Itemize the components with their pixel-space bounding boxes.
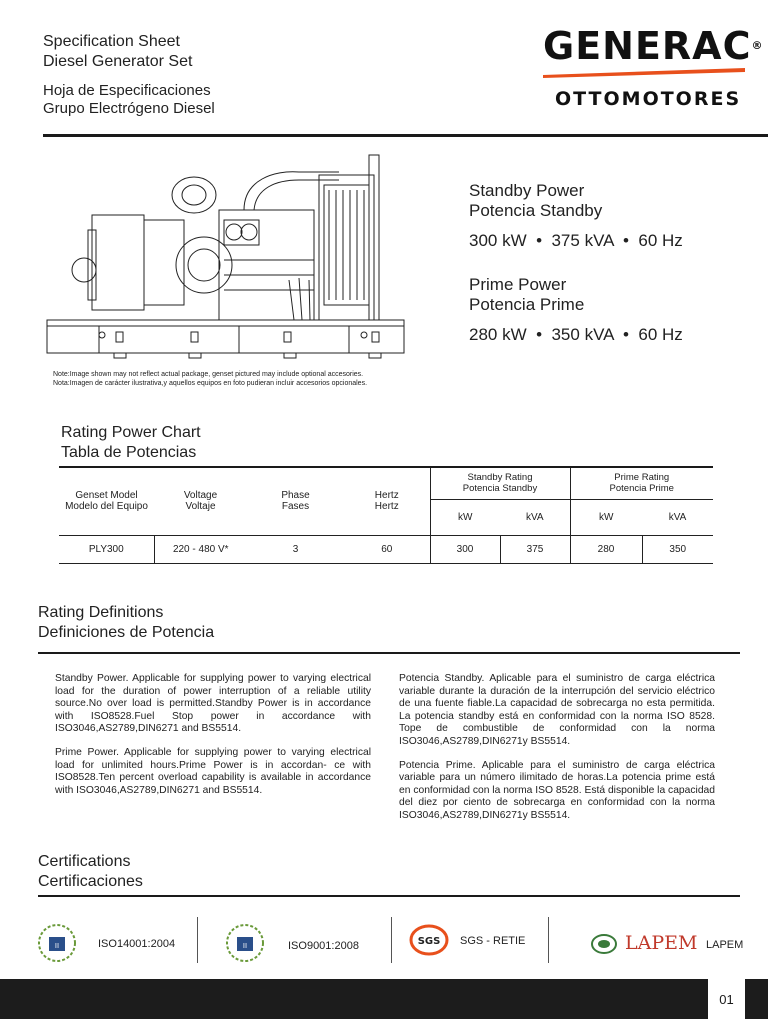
certifications-title-es: Certificaciones	[38, 873, 143, 890]
title-hoja-especificaciones: Hoja de Especificaciones	[43, 82, 211, 99]
page-number: 01	[708, 979, 745, 1019]
header-prime-kva: kVA	[642, 499, 713, 535]
footer-bar-right	[745, 979, 768, 1019]
header-prime-kw: kW	[570, 499, 642, 535]
cell-prime-kva: 350	[642, 535, 713, 563]
rating-power-table	[59, 468, 713, 564]
definitions-title-en: Rating Definitions	[38, 604, 164, 621]
header-voltage: Voltage Voltaje	[154, 468, 247, 535]
prime-power-values: 280 kW • 350 kVA • 60 Hz	[469, 325, 683, 344]
title-grupo-electrogeno: Grupo Electrógeno Diesel	[43, 100, 215, 117]
header-standby-rating: Standby Rating Potencia Standby	[430, 468, 570, 499]
header-genset-model: Genset Model Modelo del Equipo	[59, 468, 154, 535]
cell-model: PLY300	[59, 535, 154, 563]
header-standby-kw: kW	[430, 499, 500, 535]
definition-standby-en: Standby Power. Applicable for supplying power to varying electrical load for the duration of power interruption of a reliable utility source.No over load is permitted.Standby Power is in accordance with ISO8528.Fuel Stop power in accordance with ISO3046,AS2789,DIN6271 and BS5514.	[55, 673, 371, 735]
header-phase: Phase Fases	[247, 468, 344, 535]
lapem-seal-icon	[590, 932, 620, 956]
sgs-logo-icon	[408, 922, 450, 958]
header-hertz: Hertz Hertz	[344, 468, 430, 535]
header-standby-kva: kVA	[500, 499, 570, 535]
definition-standby-es: Potencia Standby. Aplicable para el suministro de carga eléctrica variable durante la duración de la interrupción del servicio eléctrico de una fuente fiable.La capacidad de sobrecarga no esta permitida. La potencia standby está en conformidad con la norma ISO 8528. Tope de combustible de conformidad con la norma ISO3046,AS2789,DIN6271y BS5514.	[399, 673, 715, 747]
header-prime-rating: Prime Rating Potencia Prime	[570, 468, 713, 499]
rating-chart-title-en: Rating Power Chart	[61, 424, 201, 441]
image-note-en: Note:Image shown may not reflect actual package, genset pictured may include optional accesories.	[53, 371, 364, 378]
iso9001-seal-icon	[222, 921, 272, 965]
cell-voltage: 220 - 480 V*	[154, 535, 247, 563]
cell-prime-kw: 280	[570, 535, 642, 563]
title-spec-sheet: Specification Sheet	[43, 33, 180, 50]
certifications-title-en: Certifications	[38, 853, 131, 870]
definition-prime-en: Prime Power. Applicable for supplying power to varying electrical load for unlimited hours.Prime Power is in accordan- ce with ISO8528.Ten percent overload capability is available in accordance with ISO3046,AS2789,DIN6271 and BS5514.	[55, 746, 371, 796]
rating-chart-title-es: Tabla de Potencias	[61, 444, 197, 461]
logo-accent-swoosh	[543, 66, 745, 80]
generator-set-drawing	[44, 150, 409, 365]
svg-text:II: II	[54, 942, 60, 950]
cert-lapem-label: LAPEM	[706, 939, 744, 951]
svg-text:SGS: SGS	[417, 936, 441, 947]
cell-hertz: 60	[344, 535, 430, 563]
generac-logo: GENERAC® OTTOMOTORES	[543, 24, 764, 110]
cert-iso9001-label: ISO9001:2008	[288, 940, 359, 952]
cert-sgs-retie-label: SGS - RETIE	[460, 935, 526, 947]
svg-text:II: II	[242, 942, 248, 950]
lapem-logo-text: LAPEM	[625, 932, 698, 954]
iso14001-seal-icon	[34, 921, 84, 965]
cert-iso14001-label: ISO14001:2004	[98, 938, 176, 950]
standby-power-title-en: Standby Power	[469, 181, 585, 200]
standby-power-title-es: Potencia Standby	[469, 201, 603, 220]
standby-power-values: 300 kW • 375 kVA • 60 Hz	[469, 231, 683, 250]
cell-standby-kva: 375	[500, 535, 570, 563]
cell-phase: 3	[247, 535, 344, 563]
prime-power-title-en: Prime Power	[469, 275, 567, 294]
footer-bar	[0, 979, 708, 1019]
definitions-title-es: Definiciones de Potencia	[38, 624, 215, 641]
image-note-es: Nota:Imagen de carácter ilustrativa,y aquellos equipos en foto pudieran incluir accesorios opcionales.	[53, 380, 368, 387]
definition-prime-es: Potencia Prime. Aplicable para el suministro de carga eléctrica variable para un número ilimitado de horas.La potencia prime está en conformidad con la norma ISO 8528. Está disponible la capacidad del diez por ciento de sobrecarga en conformidad con la norma ISO3046,AS2789,DIN6271y BS5514.	[399, 759, 715, 821]
prime-power-title-es: Potencia Prime	[469, 295, 585, 314]
title-diesel-genset: Diesel Generator Set	[43, 53, 193, 70]
table-row	[59, 535, 713, 563]
cell-standby-kw: 300	[430, 535, 500, 563]
definitions-es	[399, 673, 715, 834]
definitions-en	[55, 673, 371, 808]
